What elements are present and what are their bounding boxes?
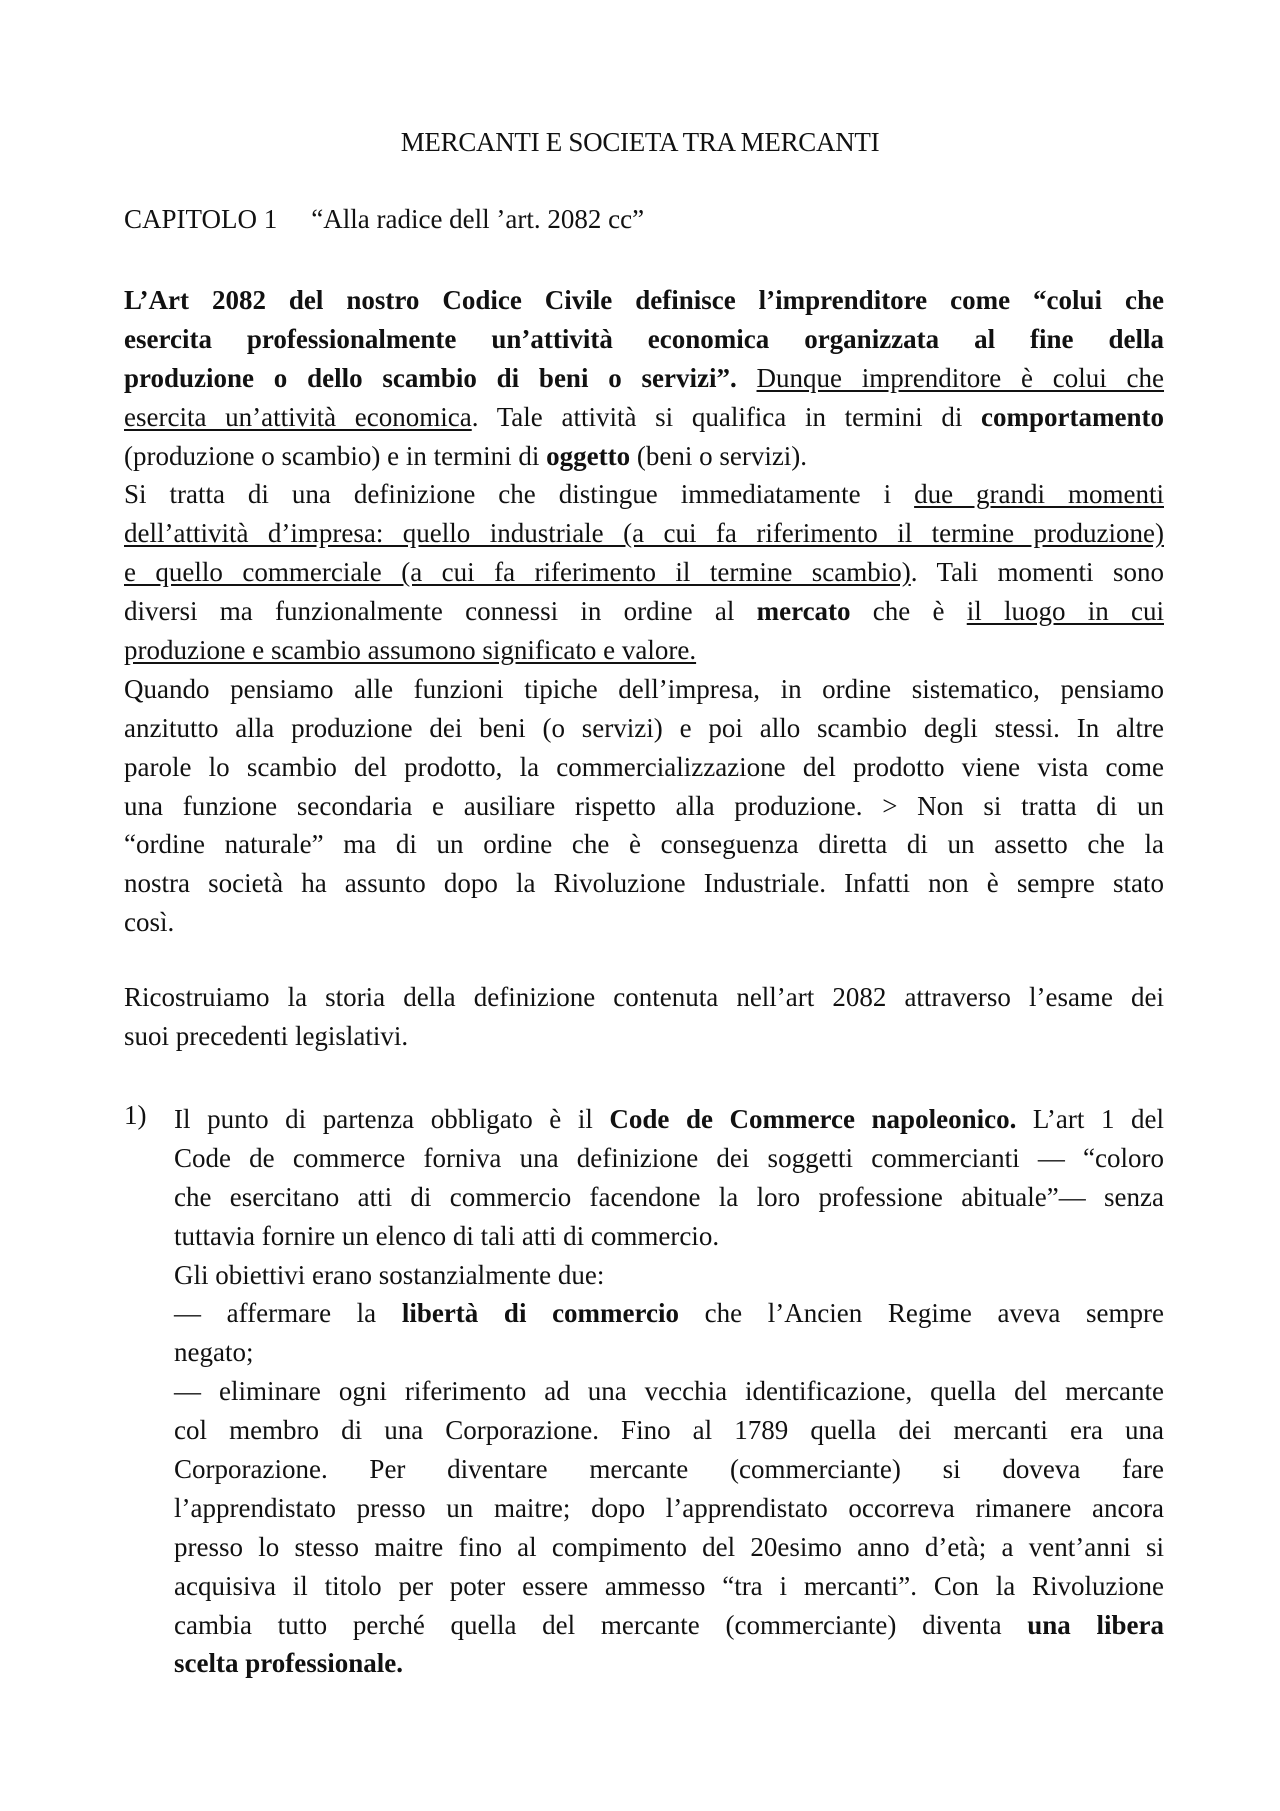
paragraph-history (124, 978, 1164, 1056)
text-line (174, 1606, 1164, 1645)
plain-text: che l’Ancien Regime aveva sempre (679, 1298, 1165, 1329)
text-line (124, 281, 1164, 320)
plain-text: (produzione o scambio) e in termini di (124, 440, 547, 471)
plain-text: Si tratta di una definizione che distingue immediatamente i (124, 479, 915, 510)
underlined-text: dell’attività d’impresa: quello industriale (a cui fa riferimento il termine produzione) (124, 518, 1164, 549)
text-line: Code de commerce forniva una definizione dei soggetti commercianti — “coloro (174, 1142, 1164, 1173)
text-line (174, 1100, 1164, 1139)
text-line (174, 1644, 1164, 1683)
plain-text: . Tale attività si qualifica in termini di (471, 401, 982, 432)
underlined-text: produzione e scambio assumono significato e valore. (124, 635, 697, 666)
list-item (174, 1100, 1164, 1683)
text-line: una funzione secondaria e ausiliare rispetto alla produzione. > Non si tratta di un (124, 790, 1164, 821)
bold-text: libertà di commercio (401, 1298, 680, 1329)
text-line: col membro di una Corporazione. Fino al 1789 quella dei mercanti era una (174, 1415, 1164, 1446)
bold-text: una libera (1027, 1609, 1164, 1640)
text-line: Ricostruiamo la storia della definizione contenuta nell’art 2082 attraverso l’esame dei (124, 982, 1164, 1012)
bold-text: produzione o dello scambio di beni o servizi”. (124, 362, 737, 393)
bold-text: Code de Commerce napoleonico. (609, 1104, 1017, 1134)
chapter-label: CAPITOLO 1 (124, 204, 278, 234)
plain-text: cambia tutto perché quella del mercante (commerciante) diventa (174, 1609, 1028, 1640)
text-line (124, 553, 1164, 592)
text-line: nostra società ha assunto dopo la Rivoluzione Industriale. Infatti non è sempre stato (124, 868, 1164, 899)
text-line: — eliminare ogni riferimento ad una vecchia identificazione, quella del mercante (174, 1376, 1164, 1407)
text-line (124, 398, 1164, 437)
bold-text: esercita professionalmente un’attività economica organizzata al fine della (124, 323, 1164, 354)
text-line: tuttavia fornire un elenco di tali atti di commercio. (174, 1220, 720, 1251)
paragraph-definition (124, 281, 1164, 942)
underlined-text: Dunque imprenditore è colui che (756, 362, 1165, 393)
text-line: anzitutto alla produzione dei beni (o servizi) e poi allo scambio degli stessi. In altre (124, 712, 1164, 743)
bold-text: scelta professionale. (174, 1648, 403, 1679)
chapter-heading (124, 204, 644, 235)
text-line: così. (124, 907, 175, 938)
text-line (124, 514, 1164, 553)
text-line: acquisiva il titolo per poter essere ammesso “tra i mercanti”. Con la Rivoluzione (174, 1570, 1164, 1601)
underlined-text: e quello commerciale (a cui fa riferimento il termine scambio) (124, 557, 911, 588)
underlined-text: il luogo in cui (966, 596, 1164, 627)
text-line (124, 475, 1164, 514)
plain-text: — affermare la (174, 1298, 402, 1329)
plain-text: (beni o servizi). (630, 440, 808, 471)
list-item-number: 1) (124, 1100, 147, 1130)
plain-text: diversi ma funzionalmente connessi in ordine al (124, 596, 757, 627)
text-line: Corporazione. Per diventare mercante (commerciante) si doveva fare (174, 1454, 1164, 1485)
text-line: “ordine naturale” ma di un ordine che è conseguenza diretta di un assetto che la (124, 829, 1164, 860)
text-line (124, 320, 1164, 359)
text-line: l’apprendistato presso un maitre; dopo l’apprendistato occorreva rimanere ancora (174, 1492, 1164, 1523)
text-line: negato; (174, 1337, 254, 1368)
text-line (124, 359, 1164, 398)
plain-text: che è (850, 596, 967, 627)
underlined-text: esercita un’attività economica (124, 401, 472, 432)
text-line (124, 592, 1164, 631)
document-title: MERCANTI E SOCIETA TRA MERCANTI (400, 127, 880, 157)
text-line (124, 631, 1164, 670)
bold-text: oggetto (546, 440, 631, 471)
bold-text: L’Art 2082 del nostro Codice Civile definisce l’imprenditore come “colui che (124, 285, 1164, 315)
bold-text: comportamento (981, 401, 1164, 432)
text-line: suoi precedenti legislativi. (124, 1020, 409, 1051)
text-line: presso lo stesso maitre fino al compimento del 20esimo anno d’età; a vent’anni si (174, 1531, 1164, 1562)
plain-text: L’art 1 del (1016, 1104, 1165, 1134)
text-line: Gli obiettivi erano sostanzialmente due: (174, 1259, 605, 1290)
underlined-text: due grandi momenti (914, 479, 1164, 510)
text-line: Quando pensiamo alle funzioni tipiche dell’impresa, in ordine sistematico, pensiamo (124, 673, 1164, 704)
plain-text: . Tali momenti sono (910, 557, 1164, 588)
text-line: parole lo scambio del prodotto, la commercializzazione del prodotto viene vista come (124, 751, 1164, 782)
chapter-subtitle: “Alla radice dell ’art. 2082 cc” (311, 204, 645, 234)
bold-text: mercato (756, 596, 851, 627)
text-line (124, 437, 1164, 476)
text-line (174, 1294, 1164, 1333)
text-line: che esercitano atti di commercio facendone la loro professione abituale”— senza (174, 1181, 1164, 1212)
plain-text: Il punto di partenza obbligato è il (174, 1104, 610, 1134)
